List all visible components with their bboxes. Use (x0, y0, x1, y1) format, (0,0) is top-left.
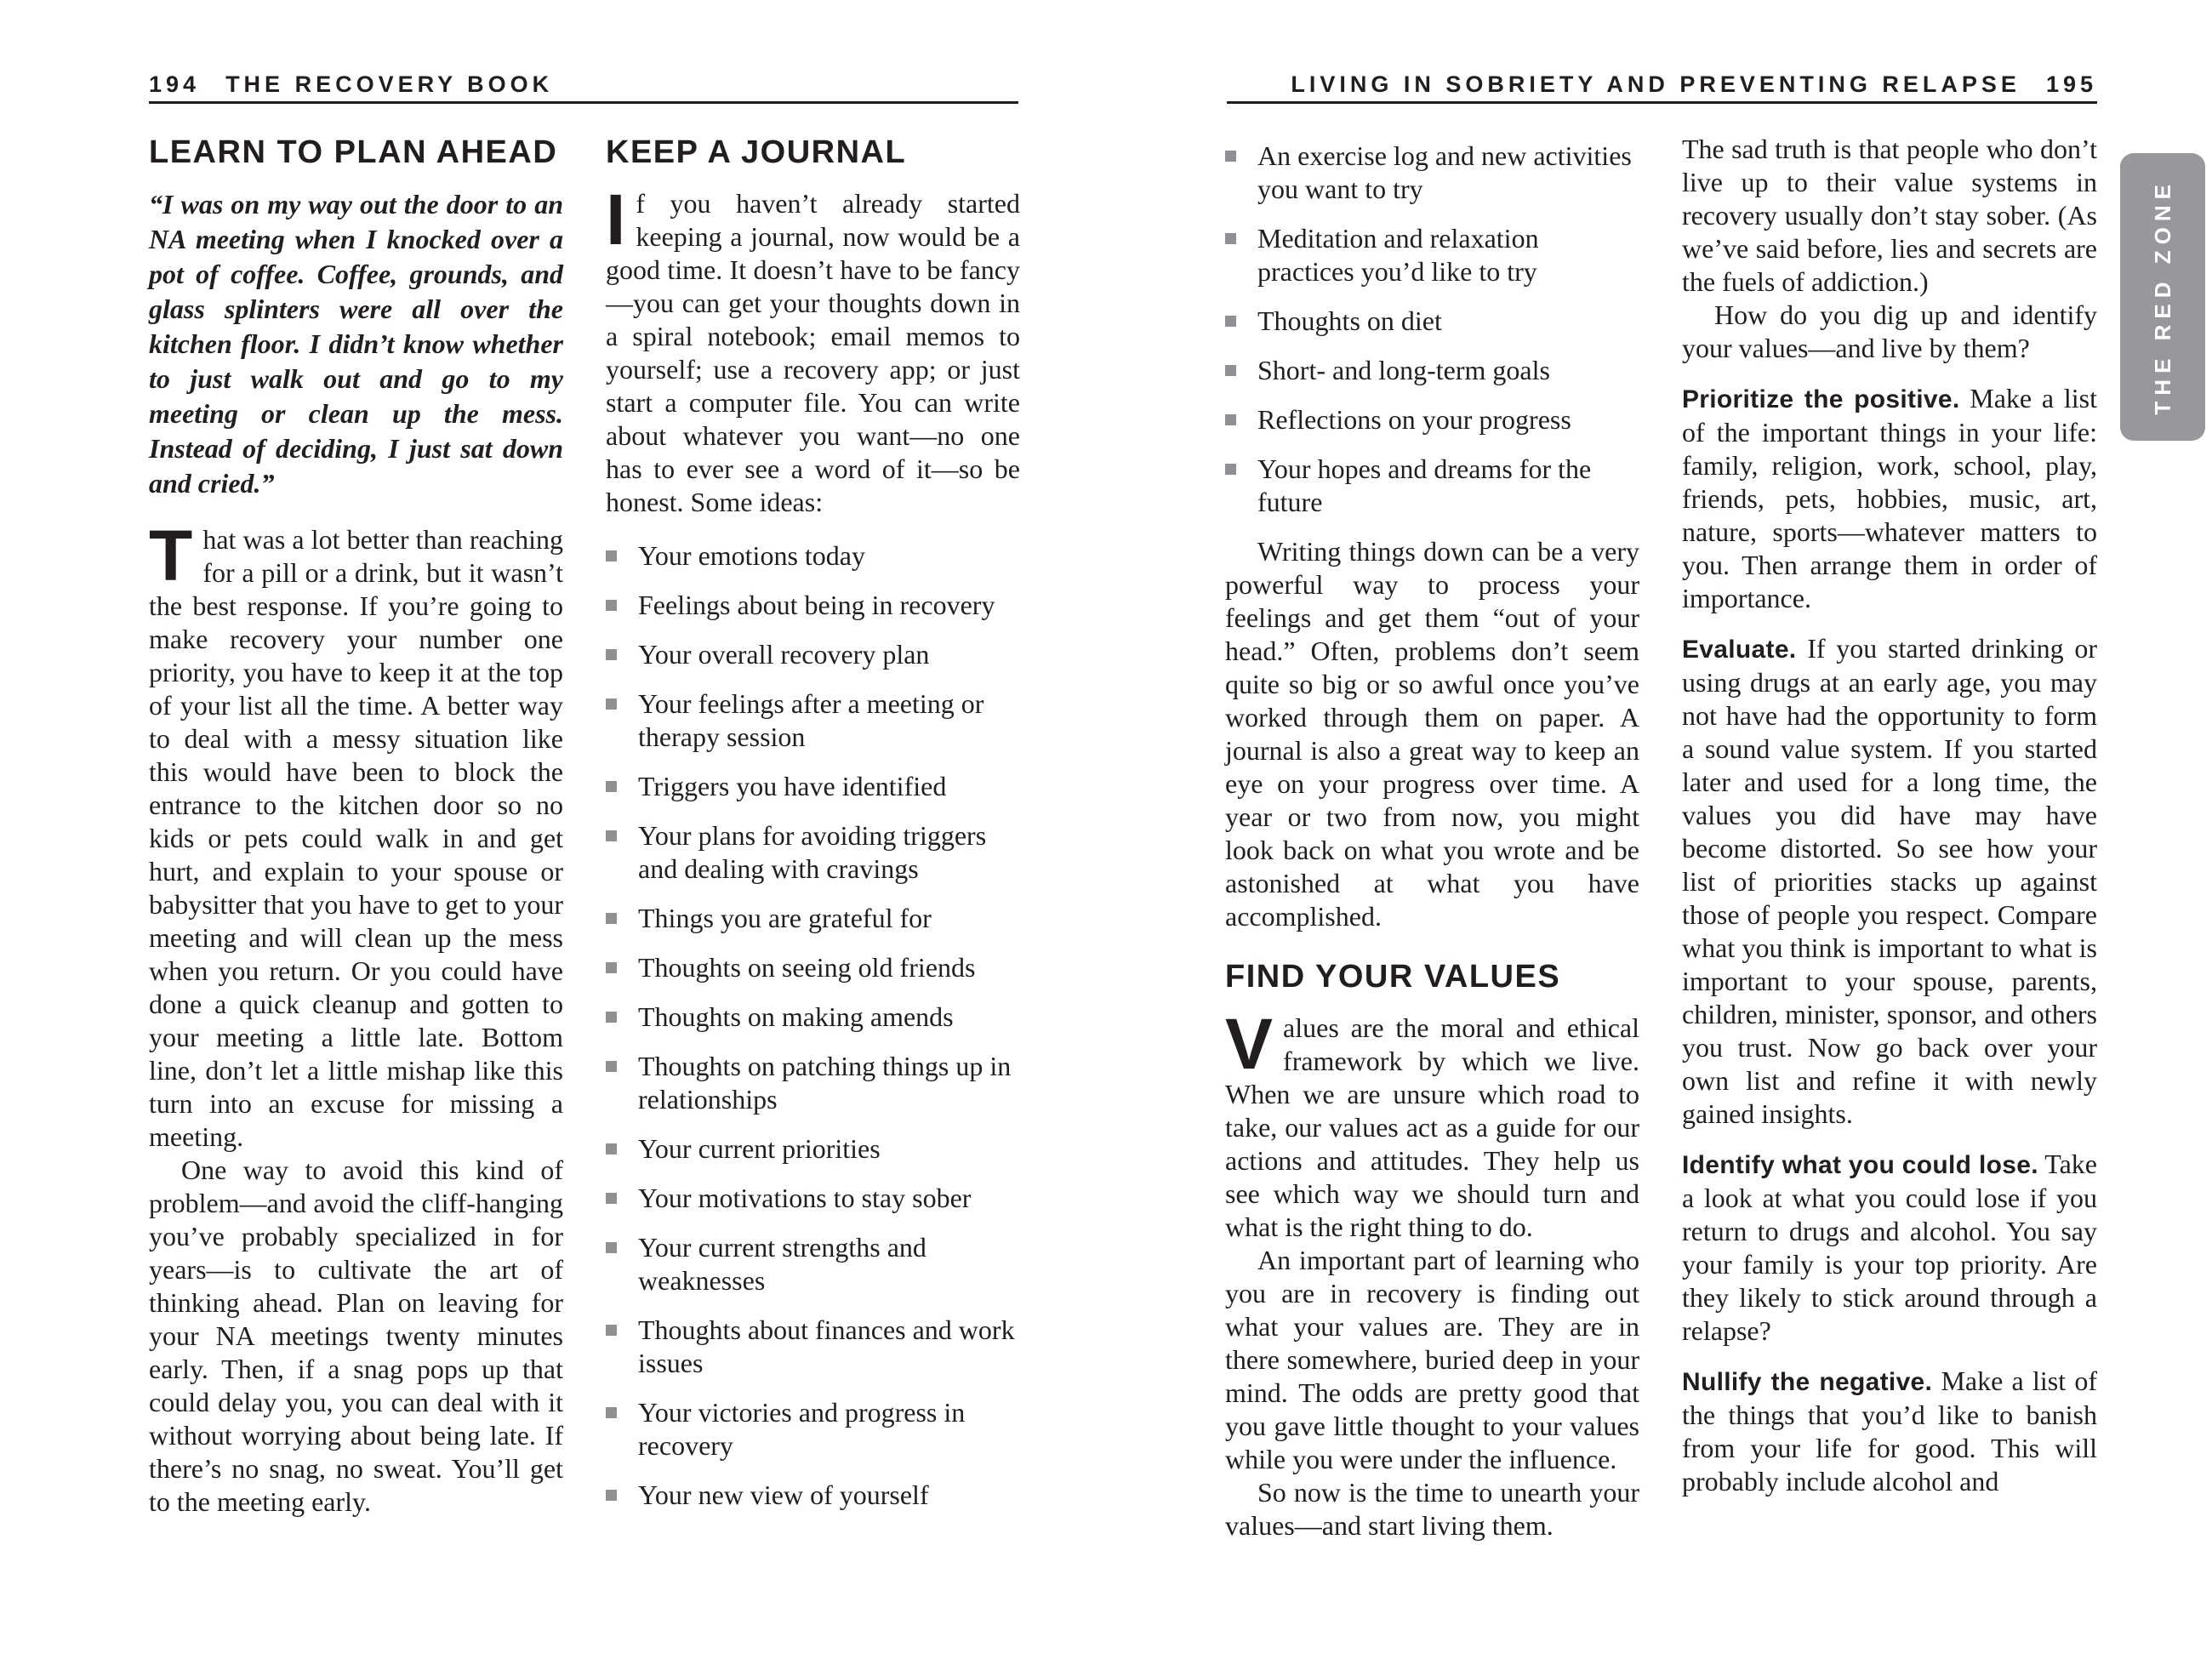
left-page-column-2 (606, 133, 1020, 1528)
bullet-item (1225, 140, 1639, 206)
bullet-item (606, 638, 1020, 671)
paragraph: One way to avoid this kind of problem—and avoid the cliff-hanging you’ve probably specialized in for years—is to cultivate the art of thinking ahead. Plan on leaving for your NA meetings twenty minutes early. Then, if a snag pops up that could delay you, you can deal with it without worrying about being late. If there’s no snag, no sweat. You’ll get to the meeting early. (149, 1154, 563, 1517)
bullet-square-icon (606, 1143, 617, 1154)
bullet-text: Your feelings after a meeting or therapy session (638, 688, 984, 752)
paragraph: An important part of learning who you are in recovery is finding out what your values are. They are in there somewhere, buried deep in your mind. The odds are pretty good that you gave little thought to your values while you were under the influence. (1225, 1245, 1639, 1474)
bullet-text: Your hopes and dreams for the future (1257, 453, 1592, 517)
bullet-item (606, 1231, 1020, 1297)
paragraph: How do you dig up and identify your values—and live by them? (1682, 299, 2097, 363)
bold-lead-in: Nullify the negative. (1682, 1368, 1933, 1396)
left-page-title: THE RECOVERY BOOK (225, 71, 554, 97)
bullet-text: Thoughts about finances and work issues (638, 1314, 1015, 1378)
bullet-item (1225, 305, 1639, 338)
bullet-text: Short- and long-term goals (1257, 355, 1550, 385)
bullet-item (606, 539, 1020, 573)
bullet-text: Your plans for avoiding triggers and dealing with cravings (638, 820, 987, 884)
section-heading: LEARN TO PLAN AHEAD (149, 134, 558, 170)
bullet-item (606, 1132, 1020, 1166)
bullet-square-icon (606, 1193, 617, 1204)
bullet-item (606, 1396, 1020, 1462)
bullet-text: Things you are grateful for (638, 903, 932, 933)
bullet-item (606, 902, 1020, 935)
bullet-item (606, 1314, 1020, 1380)
bullet-square-icon (606, 1490, 617, 1501)
bullet-text: Reflections on your progress (1257, 404, 1571, 435)
bullet-item (606, 951, 1020, 984)
pull-quote: “I was on my way out the door to an NA meeting when I knocked over a pot of coffee. Coffee, grounds, and glass splinters were all over the kitchen floor. I didn’t know whether to just walk out and go to my meeting or clean up the mess. Instead of deciding, I just sat down and cried.” (149, 189, 563, 499)
bullet-square-icon (606, 1061, 617, 1072)
bullet-text: Meditation and relaxation practices you’d like to try (1257, 223, 1539, 287)
bold-lead-in: Evaluate. (1682, 636, 1797, 664)
paragraph: So now is the time to unearth your values—and start living them. (1225, 1477, 1639, 1541)
bullet-text: Thoughts on making amends (638, 1001, 954, 1032)
right-page-number: 195 (2045, 71, 2097, 97)
paragraph: That was a lot better than reaching for a pill or a drink, but it wasn’t the best response. If you’re going to make recovery your number one priority, you have to keep it at the top of your list all the time. A better way to deal with a messy situation like this would have been to block the entrance to the kitchen door so no kids or pets could walk in and get hurt, and explain to your spouse or babysitter that you have to get to your meeting and will clean up the mess when you return. Or you could have done a quick cleanup and gotten to your meeting a little late. Bottom line, don’t let a little mishap like this turn into an excuse for missing a meeting. (149, 516, 563, 1152)
bullet-square-icon (606, 830, 617, 841)
bullet-square-icon (606, 649, 617, 660)
bullet-square-icon (1225, 233, 1236, 244)
bullet-item (606, 1182, 1020, 1215)
bullet-text: Triggers you have identified (638, 771, 947, 801)
bullet-square-icon (606, 962, 617, 973)
bullet-text: Your overall recovery plan (638, 639, 930, 670)
bullet-square-icon (606, 781, 617, 792)
bullet-square-icon (606, 550, 617, 562)
bullet-item (606, 819, 1020, 886)
left-header-rule (149, 101, 1018, 104)
bullet-item (606, 1479, 1020, 1512)
paragraph: Values are the moral and ethical framework by which we live. When we are unsure which road to take, our values act as a guide for our actions and attitudes. They help us see which way we should turn and what is the right thing to do. (1225, 1004, 1639, 1242)
paragraph: The sad truth is that people who don’t live up to their value systems in recovery usually don’t stay sober. (As we’ve said before, lies and secrets are the fuels of addiction.) (1682, 134, 2097, 297)
drop-cap: V (1225, 1004, 1274, 1084)
bullet-text: Your current priorities (638, 1133, 881, 1164)
left-page-column-1 (149, 133, 563, 1519)
bullet-item (606, 770, 1020, 803)
left-page-number: 194 (149, 71, 201, 97)
bullet-item (1225, 403, 1639, 436)
red-zone-section-tab (2120, 153, 2205, 441)
bold-lead-in: Identify what you could lose. (1682, 1151, 2038, 1179)
bold-lead-in: Prioritize the positive. (1682, 385, 1960, 413)
bullet-list (1225, 140, 1639, 519)
red-zone-tab-label: THE RED ZONE (2149, 179, 2175, 415)
bullet-square-icon (606, 698, 617, 710)
paragraph: Nullify the negative. Make a list of the things that you’d like to banish from your life for good. This will probably include alcohol and (1682, 1365, 2098, 1497)
bullet-list (606, 539, 1020, 1512)
bullet-text: Your emotions today (638, 540, 865, 571)
bullet-square-icon (606, 1325, 617, 1336)
bullet-square-icon (1225, 414, 1236, 425)
bullet-item (606, 687, 1020, 754)
right-header-rule (1227, 101, 2097, 104)
section-heading: KEEP A JOURNAL (606, 134, 907, 170)
section-heading: FIND YOUR VALUES (1225, 959, 1561, 995)
bullet-text: Your victories and progress in recovery (638, 1397, 966, 1461)
bullet-text: Thoughts on patching things up in relationships (638, 1051, 1012, 1115)
bullet-text: Feelings about being in recovery (638, 590, 995, 620)
bullet-item (1225, 354, 1639, 387)
left-running-head (149, 71, 553, 98)
bullet-item (1225, 453, 1639, 519)
bullet-square-icon (606, 913, 617, 924)
drop-cap: T (149, 516, 193, 596)
bullet-text: Thoughts on seeing old friends (638, 952, 976, 983)
bullet-text: Thoughts on diet (1257, 305, 1442, 336)
right-running-head (1291, 71, 2097, 98)
drop-cap: I (606, 180, 626, 259)
right-page-title: LIVING IN SOBRIETY AND PREVENTING RELAPSE (1291, 71, 2021, 97)
bullet-square-icon (606, 1407, 617, 1418)
right-page-column-2 (1682, 133, 2097, 1498)
paragraph: Writing things down can be a very powerful way to process your feelings and get them “out of your head.” Often, problems don’t seem quite so big or so awful once you’ve worked through them on paper. A journal is also a great way to keep an eye on your progress over time. A year or two from now, you might look back on what you wrote and be astonished at what you have accomplished. (1225, 536, 1639, 932)
bullet-item (606, 1050, 1020, 1116)
bullet-text: An exercise log and new activities you want to try (1257, 140, 1632, 204)
bullet-square-icon (606, 1012, 617, 1023)
bullet-text: Your new view of yourself (638, 1479, 929, 1510)
bullet-item (606, 1001, 1020, 1034)
bullet-item (606, 589, 1020, 622)
bullet-item (1225, 222, 1639, 288)
bullet-text: Your current strengths and weaknesses (638, 1232, 926, 1296)
paragraph: Evaluate. If you started drinking or using drugs at an early age, you may not have had the opportunity to form a sound value system. If you started later and used for a long time, the values you did have may have become distorted. So see how your list of priorities stacks up against those of people you respect. Compare what you think is important to what is important to your spouse, parents, children, minister, sponsor, and others you trust. Now go back over your own list and refine it with newly gained insights. (1682, 633, 2098, 1129)
bullet-text: Your motivations to stay sober (638, 1183, 972, 1213)
bullet-square-icon (1225, 464, 1236, 475)
paragraph: Identify what you could lose. Take a look at what you could lose if you return to drugs and alcohol. You say your family is your top priority. Are they likely to stick around through a relapse? (1682, 1149, 2097, 1346)
paragraph: Prioritize the positive. Make a list of the important things in your life: family, religion, work, school, play, friends, pets, hobbies, music, art, nature, sports—whatever matters to you. Then arrange them in order of importance. (1682, 383, 2098, 613)
paragraph: If you haven’t already started keeping a journal, now would be a good time. It doesn’t have to be fancy—you can get your thoughts down in a spiral notebook; email memos to yourself; use a recovery app; or just start a computer file. You can write about whatever you want—no one has to ever see a word of it—so be honest. Some ideas: (606, 180, 1020, 517)
right-page-column-1 (1225, 133, 1639, 1542)
bullet-square-icon (1225, 365, 1236, 376)
bullet-square-icon (1225, 151, 1236, 162)
bullet-square-icon (606, 1242, 617, 1253)
bullet-square-icon (606, 600, 617, 611)
bullet-square-icon (1225, 316, 1236, 327)
